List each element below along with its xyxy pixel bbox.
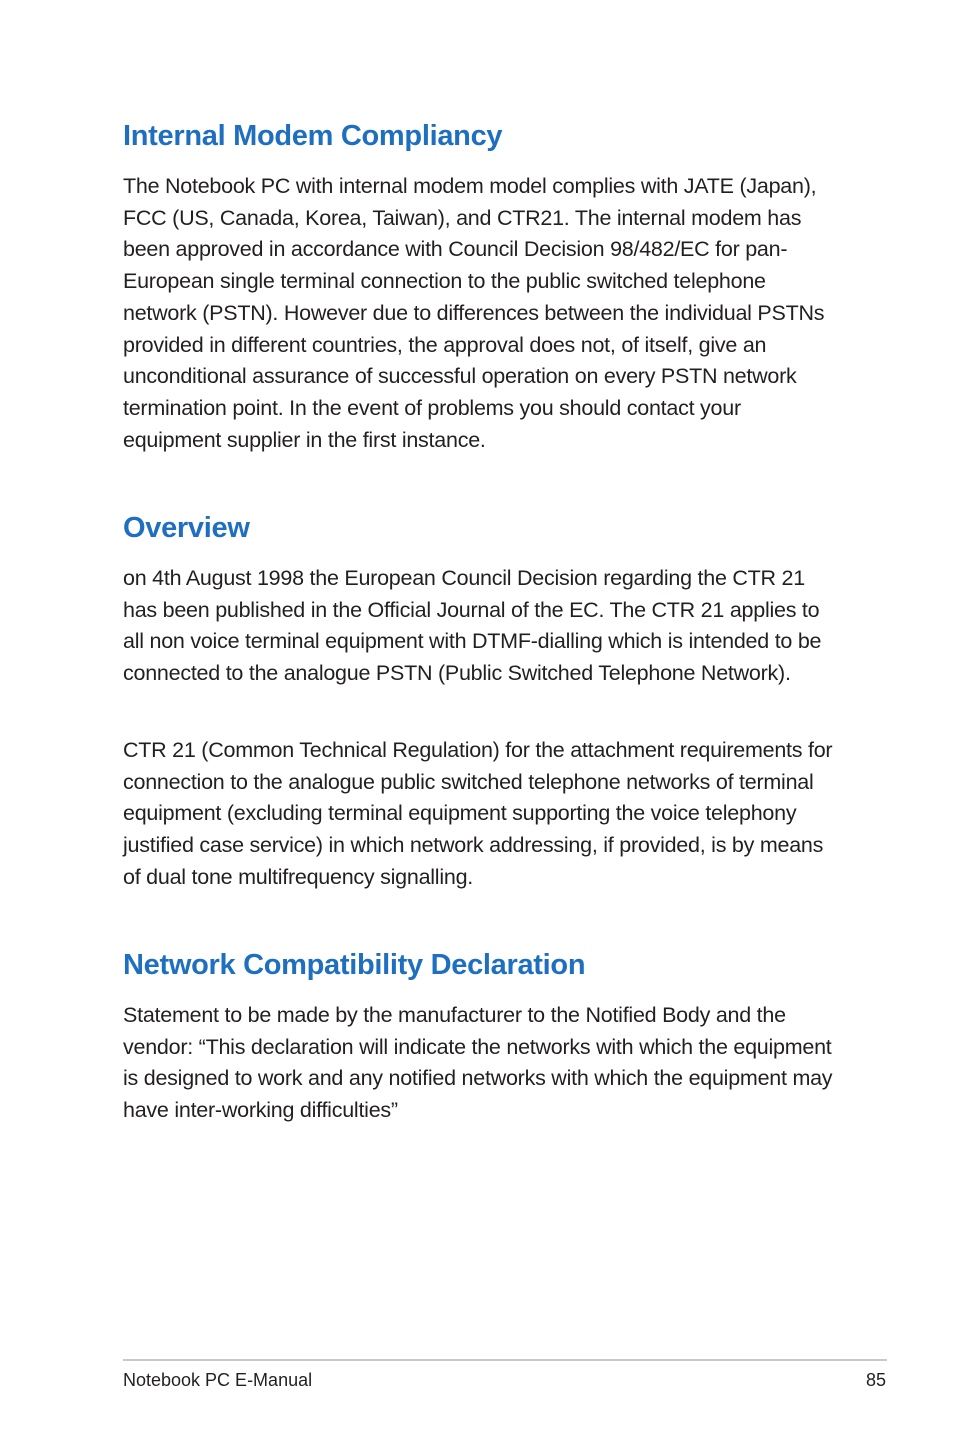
footer-manual-title: Notebook PC E-Manual (123, 1370, 313, 1390)
footer-divider (123, 1359, 887, 1361)
paragraph-overview-2: CTR 21 (Common Technical Regulation) for the attachment requirements for connection to the analogue public switched telephone networks of terminal equipment (excluding terminal equipment supporting the voice telephony justified case service) in which network addressing, if provided, is by means of dual tone multifrequency signalling. (123, 738, 833, 889)
paragraph-network-compatibility: Statement to be made by the manufacturer to the Notified Body and the vendor: “This declaration will indicate the networks with which the equipment is designed to work and any notified networks with which the equipment may have inter-working difficulties” (123, 1003, 833, 1123)
footer-page-number: 85 (865, 1370, 886, 1390)
paragraph-modem-compliancy: The Notebook PC with internal modem model complies with JATE (Japan), FCC (US, Canada, Korea, Taiwan), and CTR21. The internal modem has been approved in accordance with Council Decision 98/482/EC for pan-European single terminal connection to the public switched telephone network (PSTN). However due to differences between the individual PSTNs provided in different countries, the approval does not, of itself, give an unconditional assurance of successful operation on every PSTN network termination point. In the event of problems you should contact your equipment supplier in the first instance. (123, 174, 825, 452)
section-heading-internal-modem-compliancy: Internal Modem Compliancy (123, 120, 503, 152)
section-heading-overview: Overview (123, 512, 250, 544)
section-heading-network-compatibility: Network Compatibility Declaration (123, 949, 586, 981)
paragraph-overview-1: on 4th August 1998 the European Council Decision regarding the CTR 21 has been published in the Official Journal of the EC. The CTR 21 applies to all non voice terminal equipment with DTMF-dialling which is intended to be connected to the analogue PSTN (Public Switched Telephone Network). (123, 566, 822, 686)
